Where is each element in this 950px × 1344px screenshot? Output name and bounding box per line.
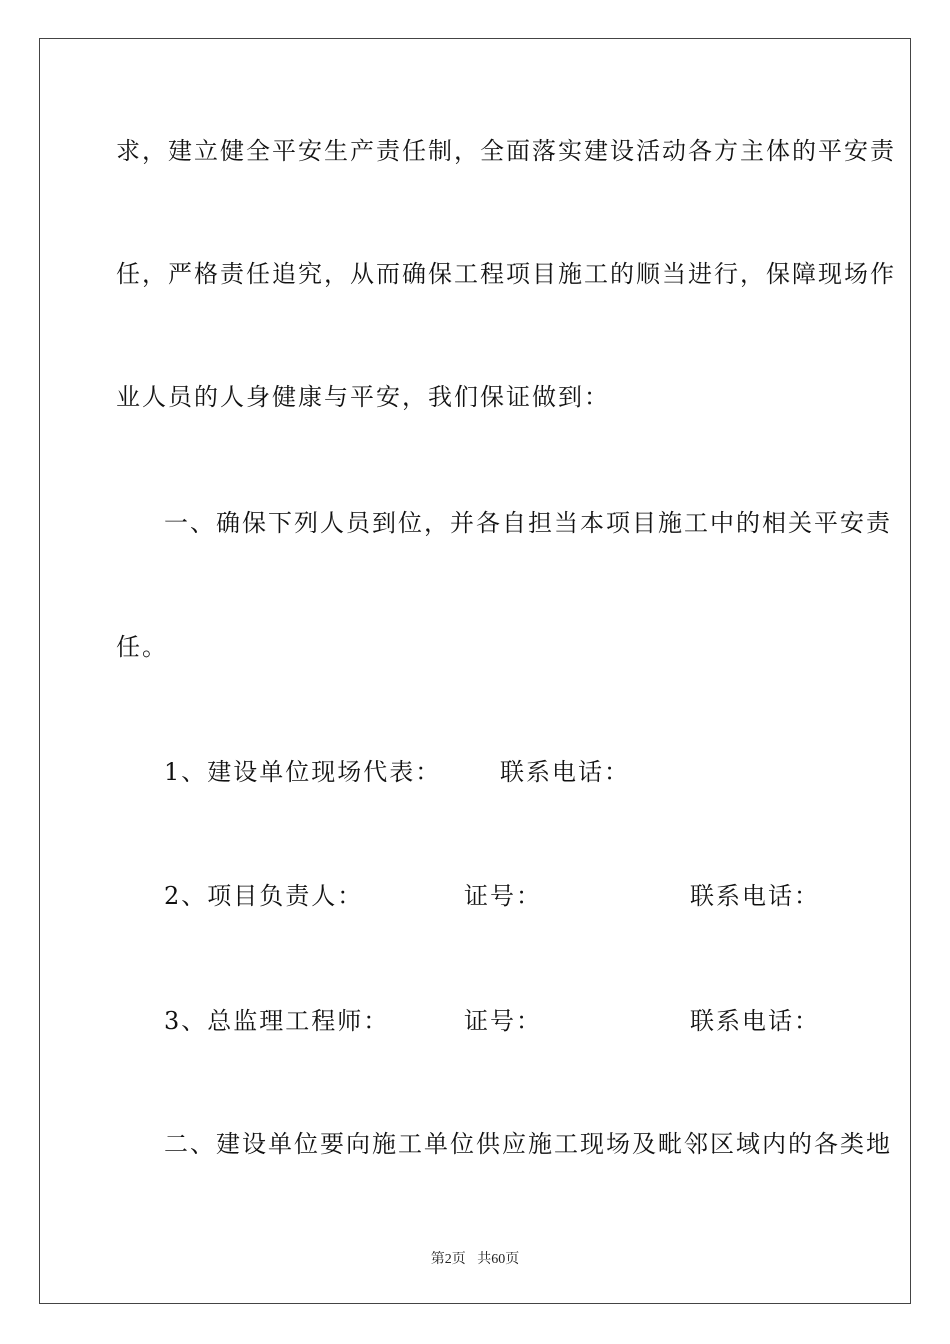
cert-label: 证号：	[464, 1007, 542, 1035]
personnel-item-chief-supervisor: 3、总监理工程师：	[164, 1007, 390, 1035]
section-heading-1: 一、确保下列人员到位，并各自担当本项目施工中的相关平安责	[164, 509, 892, 537]
page-total: 共60页	[477, 1252, 520, 1267]
page-footer	[0, 1248, 950, 1268]
page-number: 第2页	[430, 1252, 466, 1267]
personnel-item-project-manager: 2、项目负责人：	[164, 882, 364, 910]
paragraph-line: 求，建立健全平安生产责任制，全面落实建设活动各方主体的平安责	[116, 137, 896, 165]
page-border	[39, 38, 911, 1304]
section-heading-2: 二、建设单位要向施工单位供应施工现场及毗邻区域内的各类地	[164, 1130, 892, 1158]
paragraph-line: 任。	[116, 633, 168, 661]
personnel-item-site-representative: 1、建设单位现场代表：	[164, 758, 442, 786]
phone-label: 联系电话：	[690, 1007, 820, 1035]
paragraph-line: 任，严格责任追究，从而确保工程项目施工的顺当进行，保障现场作	[116, 260, 896, 288]
phone-label: 联系电话：	[500, 758, 630, 786]
paragraph-line: 业人员的人身健康与平安，我们保证做到：	[116, 383, 610, 411]
cert-label: 证号：	[464, 882, 542, 910]
phone-label: 联系电话：	[690, 882, 820, 910]
